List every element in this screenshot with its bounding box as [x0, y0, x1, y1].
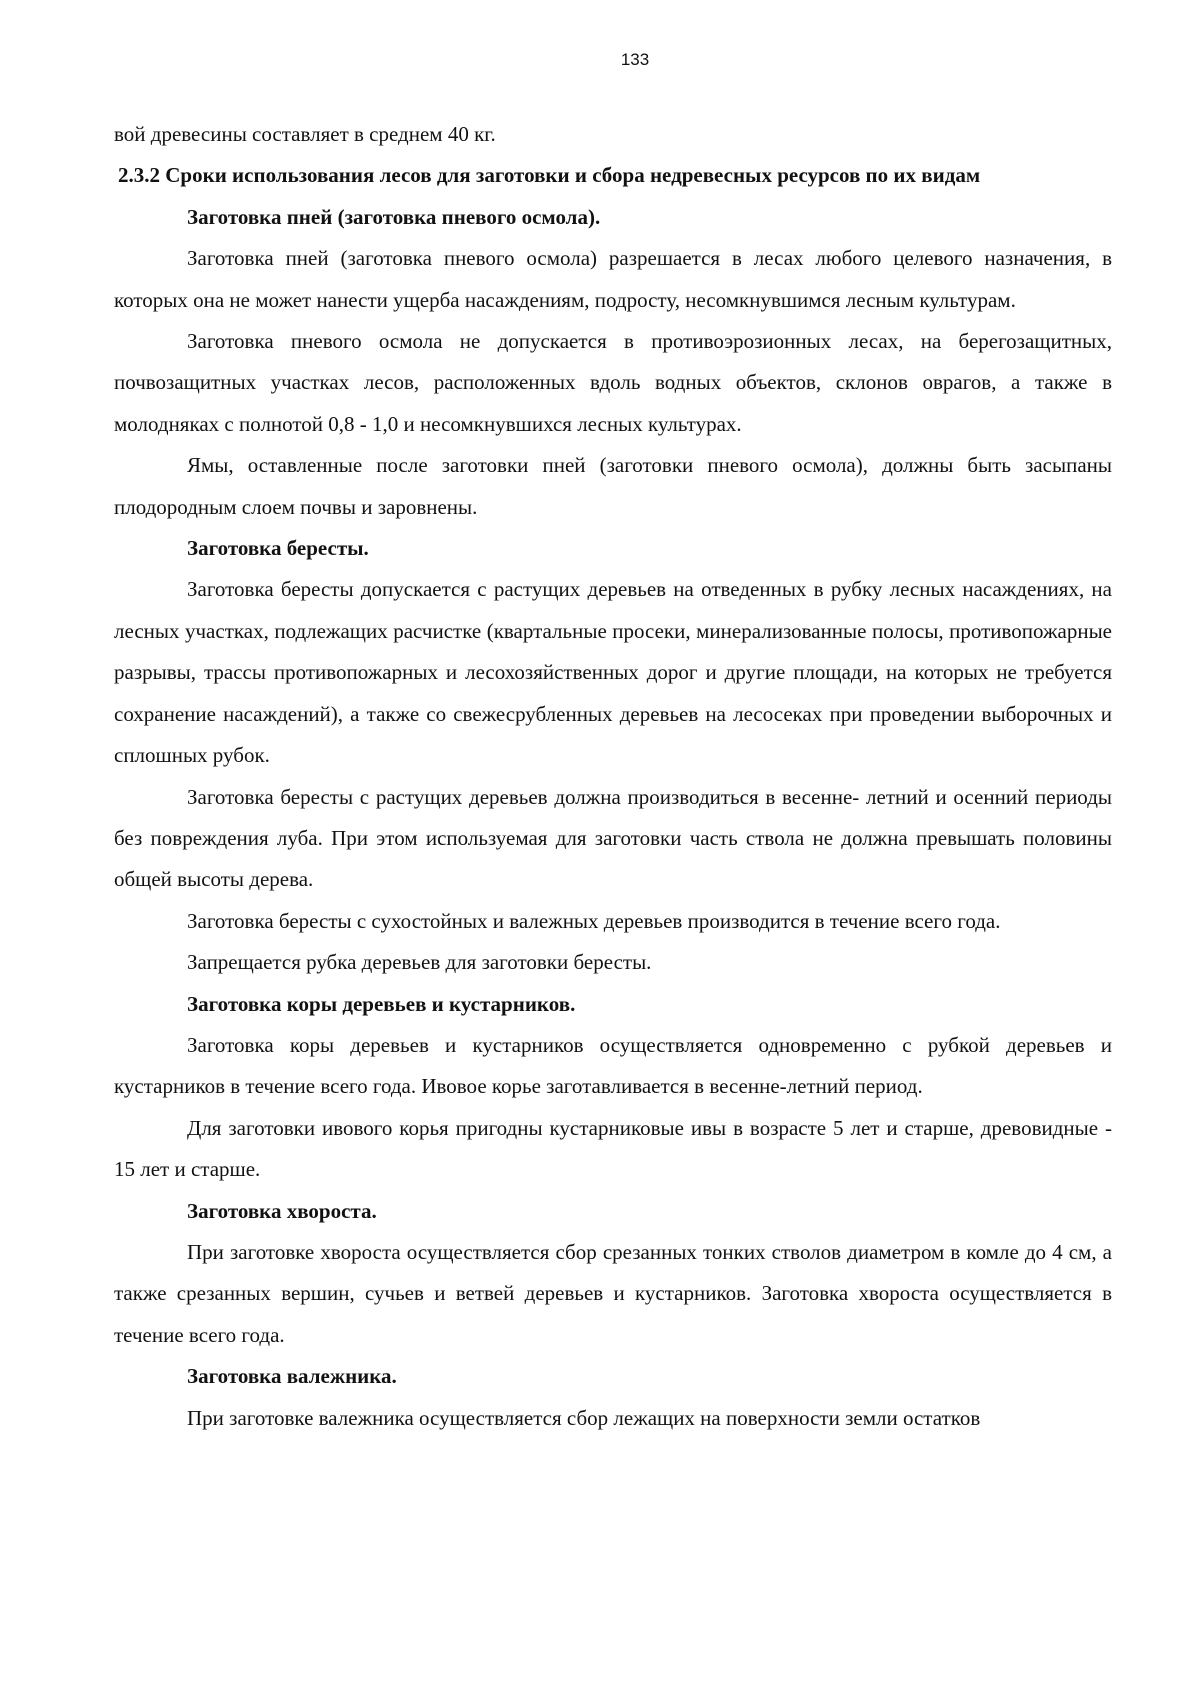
paragraph: Заготовка бересты с растущих деревьев должна производиться в весенне- летний и осенний периоды без повреждения луба. При этом используемая для заготовки часть ствола не должна превышать половины общей высоты дерева. — [114, 784, 1112, 892]
paragraph: Заготовка пней (заготовка пневого осмола) разрешается в лесах любого целевого назначения, в которых она не может нанести ущерба насаждениям, подросту, несомкнувшимся лесным культурам. — [114, 246, 1112, 312]
paragraph: При заготовке хвороста осуществляется сбор срезанных тонких стволов диаметром в комле до 4 см, а также срезанных вершин, сучьев и ветвей деревьев и кустарников. Заготовка хвороста осуществляется в течение всего года. — [114, 1239, 1112, 1347]
paragraph: Ямы, оставленные после заготовки пней (заготовки пневого осмола), должны быть засыпаны плодородным слоем почвы и заровнены. — [114, 453, 1112, 519]
subheading-birchbark: Заготовка бересты. — [187, 536, 369, 561]
paragraph: Заготовка пневого осмола не допускается в противоэрозионных лесах, на берегозащитных, почвозащитных участках лесов, расположенных вдоль водных объектов, склонов оврагов, а также в молодняках с полнотой 0,8 - 1,0 и несомкнувшихся лесных культурах. — [114, 329, 1112, 436]
paragraph: Заготовка бересты допускается с растущих деревьев на отведенных в рубку лесных насаждениях, на лесных участках, подлежащих расчистке (квартальные просеки, минерализованные полосы, противопожарные разрывы, трассы противопожарных и лесохозяйственных дорог и другие площади, на которых не требуется сохранение насаждений), а также со свежесрубленных деревьев на лесосеках при проведении выборочных и сплошных рубок. — [114, 577, 1112, 768]
section-title: 2.3.2 Сроки использования лесов для заготовки и сбора недревесных ресурсов по их видам — [118, 163, 981, 188]
subheading-deadwood: Заготовка валежника. — [187, 1364, 397, 1389]
paragraph: Запрещается рубка деревьев для заготовки бересты. — [187, 950, 652, 975]
paragraph: Заготовка бересты с сухостойных и валежных деревьев производится в течение всего года. — [187, 908, 1001, 933]
page-number: 133 — [620, 50, 650, 69]
subheading-brushwood: Заготовка хвороста. — [187, 1198, 377, 1223]
subheading-bark: Заготовка коры деревьев и кустарников. — [187, 991, 576, 1016]
subheading-stumps: Заготовка пней (заготовка пневого осмола). — [187, 204, 601, 229]
paragraph: Заготовка коры деревьев и кустарников осуществляется одновременно с рубкой деревьев и кустарников в течение всего года. Ивовое корье заготавливается в весенне-летний период. — [114, 1032, 1112, 1099]
document-body — [114, 114, 1112, 1439]
continuation-paragraph: вой древесины составляет в среднем 40 кг. — [114, 122, 496, 146]
paragraph: При заготовке валежника осуществляется сбор лежащих на поверхности земли остатков — [187, 1405, 981, 1430]
paragraph: Для заготовки ивового корья пригодны кустарниковые ивы в возрасте 5 лет и старше, древовидные - 15 лет и старше. — [114, 1115, 1112, 1182]
